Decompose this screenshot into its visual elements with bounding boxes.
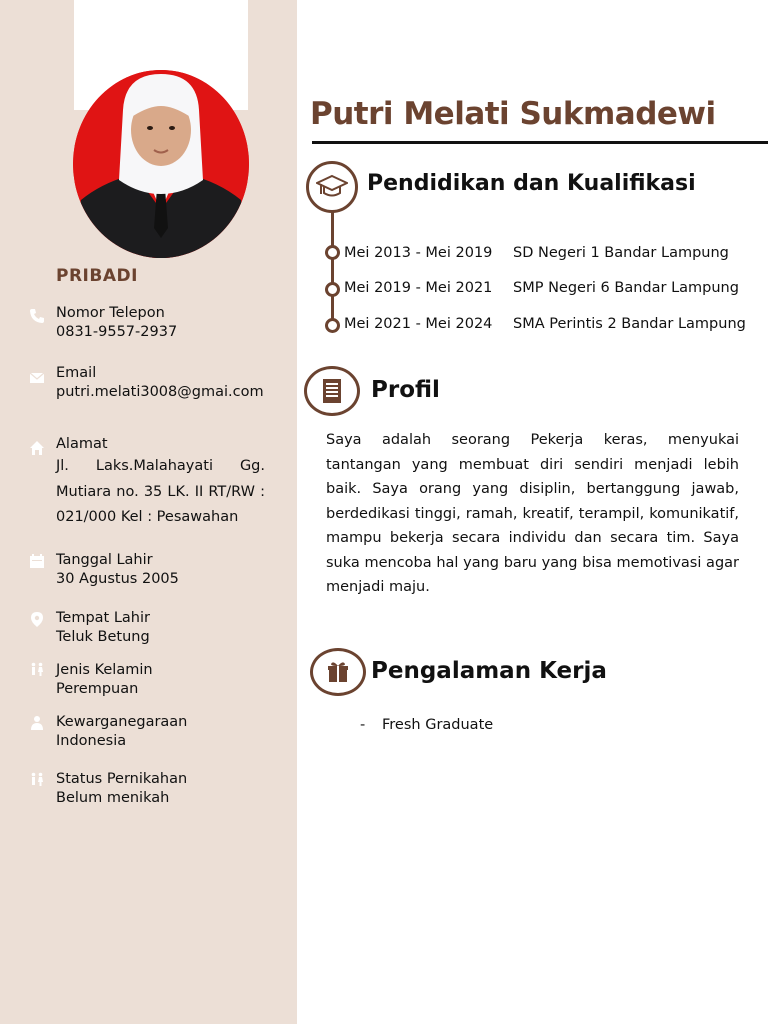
phone-icon	[29, 308, 45, 324]
experience-item-text: Fresh Graduate	[382, 717, 494, 733]
education-school: SMA Perintis 2 Bandar Lampung	[513, 316, 746, 332]
gender-value: Perempuan	[56, 681, 139, 697]
full-name: Putri Melati Sukmadewi	[310, 96, 716, 132]
marital-info	[56, 770, 271, 808]
email-value: putri.melati3008@gmai.com	[56, 384, 264, 400]
address-info	[56, 435, 265, 531]
gift-box-icon	[310, 648, 366, 696]
birth-place-info	[56, 609, 271, 647]
email-label: Email	[56, 365, 97, 381]
citizenship-label: Kewarganegaraan	[56, 714, 188, 730]
birth-date-label: Tanggal Lahir	[56, 552, 153, 568]
timeline-dot	[325, 245, 340, 260]
experience-item	[360, 717, 493, 733]
personal-heading: PRIBADI	[56, 266, 138, 286]
person-icon	[29, 715, 45, 731]
education-school: SMP Negeri 6 Bandar Lampung	[513, 280, 739, 296]
location-pin-icon	[29, 611, 45, 627]
list-dash: -	[360, 717, 366, 733]
education-period: Mei 2021 - Mei 2024	[344, 316, 493, 332]
experience-title: Pengalaman Kerja	[371, 658, 607, 684]
couple-icon	[29, 772, 45, 788]
email-info	[56, 364, 286, 402]
name-divider	[312, 141, 768, 144]
timeline-line	[331, 208, 334, 328]
phone-value: 0831-9557-2937	[56, 324, 178, 340]
citizenship-info	[56, 713, 271, 751]
home-icon	[29, 440, 45, 456]
phone-label: Nomor Telepon	[56, 305, 165, 321]
education-period: Mei 2019 - Mei 2021	[344, 280, 493, 296]
birth-date-value: 30 Agustus 2005	[56, 571, 179, 587]
marital-label: Status Pernikahan	[56, 771, 188, 787]
birth-date-info	[56, 551, 271, 589]
education-title: Pendidikan dan Kualifikasi	[367, 171, 696, 196]
phone-info	[56, 304, 271, 342]
marital-value: Belum menikah	[56, 790, 170, 806]
profile-photo	[73, 70, 249, 258]
timeline-dot	[325, 318, 340, 333]
gender-info	[56, 661, 271, 699]
address-label: Alamat	[56, 436, 108, 452]
education-school: SD Negeri 1 Bandar Lampung	[513, 245, 729, 261]
profile-text: Saya adalah seorang Pekerja keras, menyukai tantangan yang membuat diri sendiri menjadi lebih baik. Saya orang yang disiplin, bertanggung jawab, berdedikasi tinggi, ramah, kreatif, terampil, komunikatif, mampu bekerja secara individu dan secara tim. Saya suka mencoba hal yang baru yang bisa memotivasi agar menjadi maju.	[326, 432, 739, 595]
birth-place-value: Teluk Betung	[56, 629, 150, 645]
graduation-cap-icon	[306, 161, 358, 213]
document-lines-icon	[304, 366, 360, 416]
citizenship-value: Indonesia	[56, 733, 127, 749]
profile-title: Profil	[371, 377, 440, 403]
birth-place-label: Tempat Lahir	[56, 610, 150, 626]
timeline-dot	[325, 282, 340, 297]
education-period: Mei 2013 - Mei 2019	[344, 245, 493, 261]
calendar-icon	[29, 553, 45, 569]
address-value: Jl. Laks.Malahayati Gg. Mutiara no. 35 LK. II RT/RW : 021/000 Kel : Pesawahan	[56, 458, 265, 525]
gender-icon	[29, 662, 45, 678]
gender-label: Jenis Kelamin	[56, 662, 153, 678]
mail-icon	[29, 370, 45, 386]
